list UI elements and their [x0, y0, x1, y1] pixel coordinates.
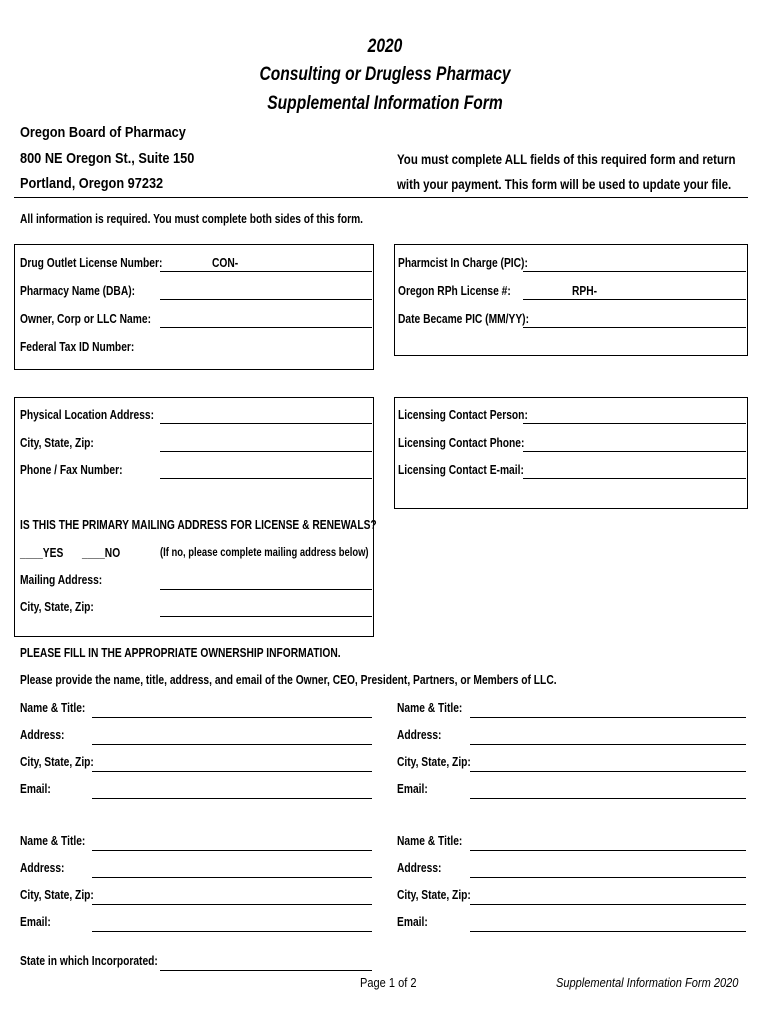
- owner4-city-field[interactable]: [470, 904, 746, 905]
- header-divider: [14, 197, 748, 198]
- owner4-name-label: Name & Title:: [397, 834, 463, 848]
- incorporated-label: State in which Incorporated:: [20, 954, 158, 968]
- owner4-email-field[interactable]: [470, 931, 746, 932]
- physical-address-field[interactable]: [160, 423, 372, 424]
- primary-address-question: IS THIS THE PRIMARY MAILING ADDRESS FOR LICENSE & RENEWALS?: [20, 518, 377, 532]
- contact-person-field[interactable]: [523, 423, 746, 424]
- board-name: Oregon Board of Pharmacy: [20, 124, 186, 141]
- mailing-address-label: Mailing Address:: [20, 573, 103, 587]
- no-option[interactable]: ____NO: [82, 546, 121, 560]
- owner3-city-field[interactable]: [92, 904, 372, 905]
- drug-outlet-label: Drug Outlet License Number:: [20, 256, 163, 270]
- mailing-city-label: City, State, Zip:: [20, 600, 94, 614]
- pharmacy-name-label: Pharmacy Name (DBA):: [20, 284, 136, 298]
- rph-prefix: RPH-: [572, 284, 598, 298]
- pic-label: Pharmcist In Charge (PIC):: [398, 256, 528, 270]
- if-no-note: (If no, please complete mailing address below): [160, 547, 369, 559]
- form-year: 2020: [367, 36, 403, 57]
- contact-email-label: Licensing Contact E-mail:: [398, 463, 524, 477]
- owner1-email-field[interactable]: [92, 798, 372, 799]
- physical-address-label: Physical Location Address:: [20, 408, 155, 422]
- phone-fax-field[interactable]: [160, 478, 372, 479]
- owner2-address-field[interactable]: [470, 744, 746, 745]
- city-state-zip-field[interactable]: [160, 451, 372, 452]
- footer-form-name: Supplemental Information Form 2020: [556, 975, 739, 990]
- contact-phone-field[interactable]: [523, 451, 746, 452]
- federal-tax-label: Federal Tax ID Number:: [20, 340, 135, 354]
- ownership-heading: PLEASE FILL IN THE APPROPRIATE OWNERSHIP INFORMATION.: [20, 646, 341, 660]
- owner1-name-field[interactable]: [92, 717, 372, 718]
- owner4-name-field[interactable]: [470, 850, 746, 851]
- owner2-name-label: Name & Title:: [397, 701, 463, 715]
- owner-field[interactable]: [160, 327, 372, 328]
- owner2-address-label: Address:: [397, 728, 442, 742]
- owner2-name-field[interactable]: [470, 717, 746, 718]
- notice-line2: with your payment. This form will be used to update your file.: [397, 176, 732, 192]
- rph-label: Oregon RPh License #:: [398, 284, 511, 298]
- ownership-instruction: Please provide the name, title, address, and email of the Owner, CEO, President, Partners, or Members of LLC.: [20, 673, 557, 687]
- owner4-email-label: Email:: [397, 915, 428, 929]
- owner1-name-label: Name & Title:: [20, 701, 86, 715]
- mailing-address-field[interactable]: [160, 589, 372, 590]
- page-number: Page 1 of 2: [360, 975, 417, 990]
- owner3-name-label: Name & Title:: [20, 834, 86, 848]
- drug-outlet-prefix: CON-: [212, 256, 239, 270]
- board-address1: 800 NE Oregon St., Suite 150: [20, 150, 195, 167]
- pic-field[interactable]: [523, 271, 746, 272]
- owner3-address-field[interactable]: [92, 877, 372, 878]
- owner1-email-label: Email:: [20, 782, 51, 796]
- board-address2: Portland, Oregon 97232: [20, 175, 164, 192]
- notice-line1: You must complete ALL fields of this required form and return: [397, 151, 736, 167]
- owner2-city-label: City, State, Zip:: [397, 755, 471, 769]
- owner3-city-label: City, State, Zip:: [20, 888, 94, 902]
- mailing-city-field[interactable]: [160, 616, 372, 617]
- incorporated-field[interactable]: [160, 970, 372, 971]
- owner-label: Owner, Corp or LLC Name:: [20, 312, 151, 326]
- drug-outlet-field[interactable]: [160, 271, 372, 272]
- city-state-zip-label: City, State, Zip:: [20, 436, 94, 450]
- date-pic-label: Date Became PIC (MM/YY):: [398, 312, 530, 326]
- owner1-address-label: Address:: [20, 728, 65, 742]
- rph-field[interactable]: [523, 299, 746, 300]
- form-title-line2: Supplemental Information Form: [267, 93, 503, 114]
- owner4-city-label: City, State, Zip:: [397, 888, 471, 902]
- date-pic-field[interactable]: [523, 327, 746, 328]
- phone-fax-label: Phone / Fax Number:: [20, 463, 123, 477]
- owner3-address-label: Address:: [20, 861, 65, 875]
- owner2-email-label: Email:: [397, 782, 428, 796]
- instruction-text: All information is required. You must complete both sides of this form.: [20, 212, 364, 226]
- owner1-city-label: City, State, Zip:: [20, 755, 94, 769]
- contact-email-field[interactable]: [523, 478, 746, 479]
- contact-phone-label: Licensing Contact Phone:: [398, 436, 525, 450]
- pharmacy-name-field[interactable]: [160, 299, 372, 300]
- owner3-email-label: Email:: [20, 915, 51, 929]
- yes-option[interactable]: ____YES: [20, 546, 64, 560]
- owner4-address-label: Address:: [397, 861, 442, 875]
- owner2-email-field[interactable]: [470, 798, 746, 799]
- owner3-name-field[interactable]: [92, 850, 372, 851]
- owner4-address-field[interactable]: [470, 877, 746, 878]
- owner1-city-field[interactable]: [92, 771, 372, 772]
- owner2-city-field[interactable]: [470, 771, 746, 772]
- owner1-address-field[interactable]: [92, 744, 372, 745]
- owner3-email-field[interactable]: [92, 931, 372, 932]
- contact-person-label: Licensing Contact Person:: [398, 408, 528, 422]
- form-title-line1: Consulting or Drugless Pharmacy: [259, 64, 511, 85]
